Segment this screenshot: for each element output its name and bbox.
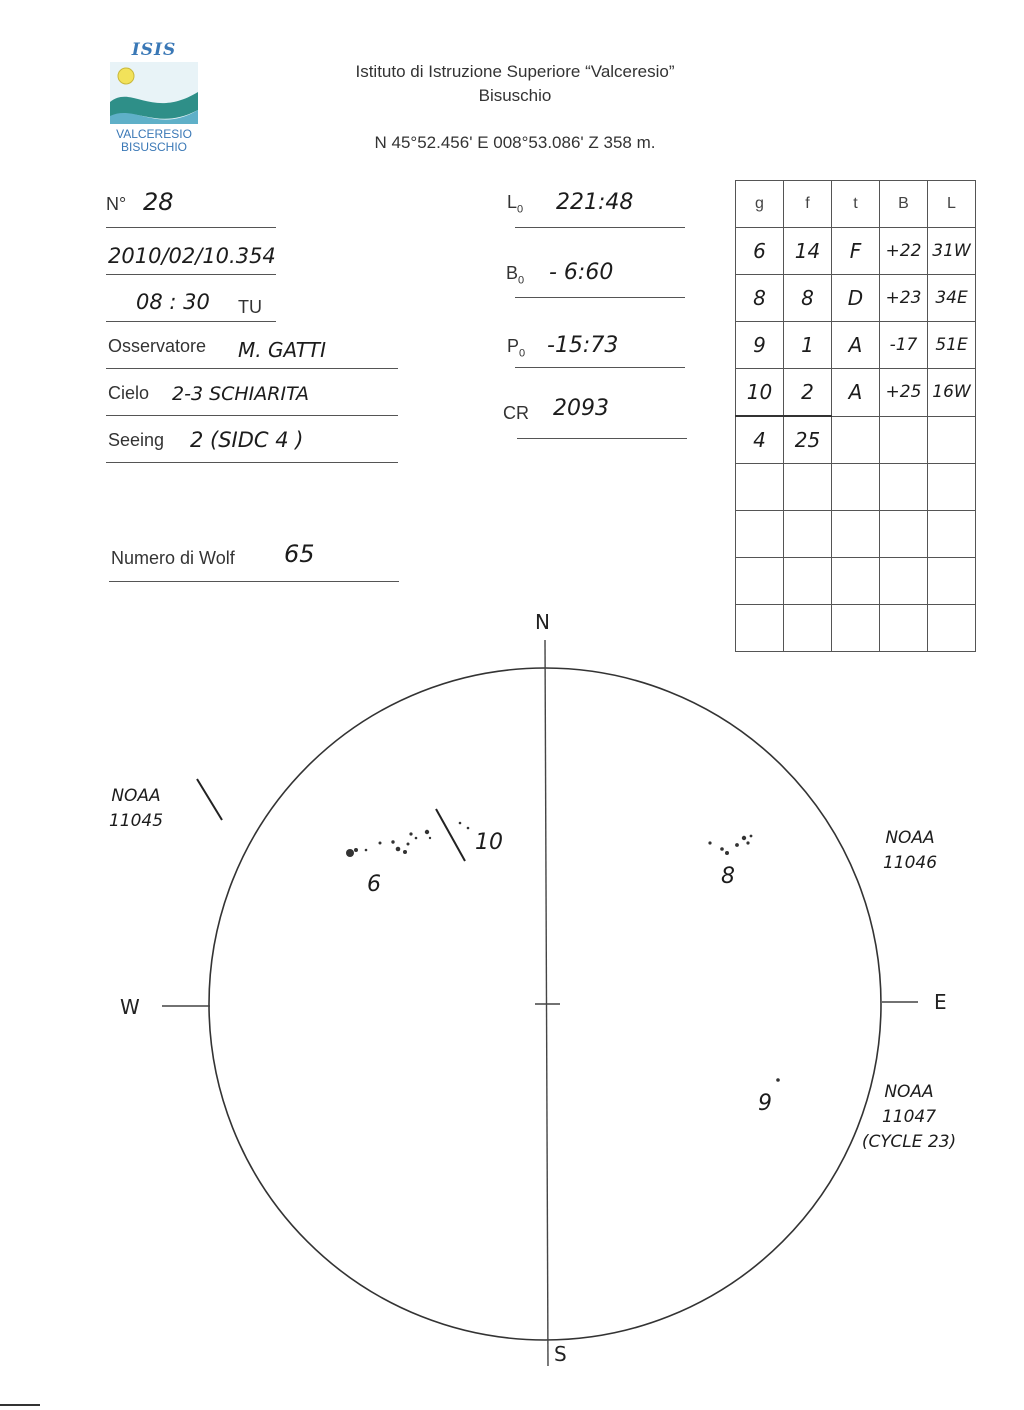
column-header-l: L bbox=[928, 181, 976, 228]
table-cell: +22 bbox=[880, 228, 928, 275]
p0-value: -15:73 bbox=[547, 333, 619, 358]
column-header-b: B bbox=[880, 181, 928, 228]
column-header-t: t bbox=[832, 181, 880, 228]
sunspot-group-10 bbox=[459, 822, 470, 830]
table-cell: 14 bbox=[784, 228, 832, 275]
group-label-6: 6 bbox=[367, 872, 381, 897]
sunspot-group-9 bbox=[776, 1078, 780, 1082]
table-cell: -17 bbox=[880, 322, 928, 369]
logo-line-1: VALCERESIO bbox=[116, 127, 192, 141]
table-cell: 9 bbox=[736, 322, 784, 369]
scan-edge-mark bbox=[0, 1404, 40, 1406]
east-label: E bbox=[934, 990, 947, 1014]
table-cell: +25 bbox=[880, 369, 928, 417]
noaa-11046-note: NOAA 11046 bbox=[882, 828, 938, 873]
p0-label: $P_0$ bbox=[507, 336, 526, 360]
observatory-coordinates: N 45°52.456' E 008°53.086' Z 358 m. bbox=[374, 133, 656, 152]
group-label-10: 10 bbox=[475, 830, 503, 855]
table-cell: 51E bbox=[928, 322, 976, 369]
sky-label: Cielo bbox=[108, 383, 150, 403]
table-cell: 34E bbox=[928, 275, 976, 322]
column-header-f: f bbox=[784, 181, 832, 228]
group-label-9: 9 bbox=[758, 1091, 772, 1116]
sky-value: 2-3 SCHIARITA bbox=[172, 383, 309, 405]
b0-value: - 6:60 bbox=[549, 260, 614, 285]
wolf-value: 65 bbox=[284, 540, 315, 568]
institute-city: Bisuschio bbox=[478, 86, 552, 105]
logo-wordmark: ISIS bbox=[131, 40, 177, 60]
total-spots-cell: 25 bbox=[784, 416, 832, 464]
table-cell: 2 bbox=[784, 369, 832, 417]
noaa-11045-note: NOAA 11045 bbox=[108, 786, 164, 831]
north-south-axis bbox=[545, 640, 548, 1366]
table-cell: 31W bbox=[928, 228, 976, 275]
b0-label: $B_0$ bbox=[506, 263, 525, 287]
table-cell: 8 bbox=[784, 275, 832, 322]
sunspot-group-8 bbox=[708, 835, 752, 855]
date-value: 2010/02/10.354 bbox=[108, 244, 276, 268]
seeing-label: Seeing bbox=[108, 430, 165, 450]
table-cell: 10 bbox=[736, 369, 784, 417]
table-cell: A bbox=[832, 369, 880, 417]
sunspot-group-6 bbox=[346, 830, 431, 857]
logo-line-2: BISUSCHIO bbox=[120, 140, 187, 154]
group-label-8: 8 bbox=[721, 864, 735, 889]
table-cell: 8 bbox=[736, 275, 784, 322]
observer-value: M. GATTI bbox=[238, 338, 327, 362]
table-cell: D bbox=[832, 275, 880, 322]
table-cell: F bbox=[832, 228, 880, 275]
table-cell: A bbox=[832, 322, 880, 369]
south-label: S bbox=[554, 1342, 567, 1366]
observer-label: Osservatore bbox=[108, 336, 207, 356]
seeing-value: 2 (SIDC 4 ) bbox=[190, 428, 304, 452]
cr-label: CR bbox=[503, 403, 529, 423]
l0-value: 221:48 bbox=[556, 190, 634, 215]
table-cell: +23 bbox=[880, 275, 928, 322]
l0-label: $L_0$ bbox=[507, 192, 524, 216]
number-value: 28 bbox=[143, 188, 174, 216]
time-unit: TU bbox=[238, 297, 262, 317]
north-label: N bbox=[535, 610, 550, 634]
wolf-label: Numero di Wolf bbox=[111, 548, 235, 568]
noaa-11047-note: NOAA 11047 (CYCLE 23) bbox=[861, 1082, 957, 1152]
institute-name: Istituto di Istruzione Superiore “Valceresio” bbox=[355, 62, 675, 81]
time-value: 08 : 30 bbox=[136, 290, 210, 314]
noaa-11045-pointer bbox=[197, 779, 222, 820]
group-10-pointer bbox=[436, 809, 465, 861]
cr-value: 2093 bbox=[553, 396, 609, 421]
number-label: N° bbox=[106, 194, 127, 214]
table-cell: 1 bbox=[784, 322, 832, 369]
table-cell: 6 bbox=[736, 228, 784, 275]
west-label: W bbox=[120, 995, 140, 1019]
table-cell: 16W bbox=[928, 369, 976, 417]
total-groups-cell: 4 bbox=[736, 416, 784, 464]
column-header-g: g bbox=[736, 181, 784, 228]
